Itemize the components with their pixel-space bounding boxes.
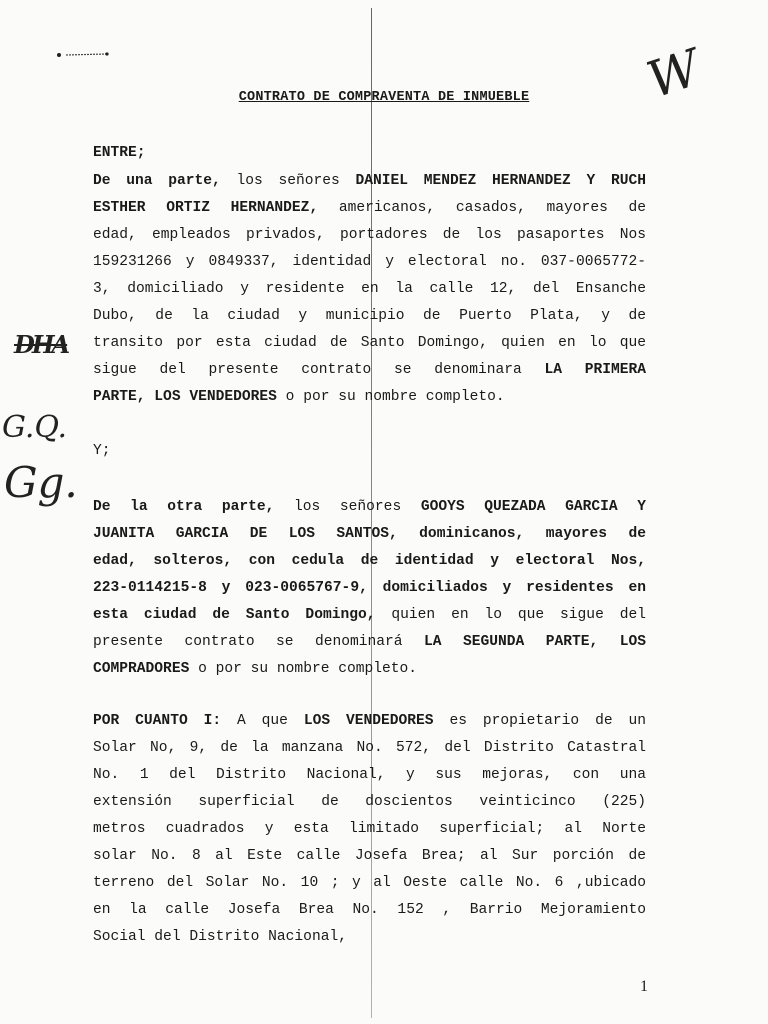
primera-line-4: 159231266 y 0849337, identidad y electoral no. 037-0065772- (93, 254, 646, 270)
y-separator: Y; (93, 443, 111, 459)
segunda-line-6: presente contrato se denominará LA SEGUNDA PARTE, LOS (93, 634, 646, 650)
margin-initials-2: G.Q. (2, 410, 68, 445)
primera-line-2: ESTHER ORTIZ HERNANDEZ, americanos, casados, mayores de (93, 200, 646, 216)
primera-line-3: edad, empleados privados, portadores de los pasaportes Nos (93, 227, 646, 243)
section-y (93, 438, 646, 465)
por-cuanto-line-9: Social del Distrito Nacional, (93, 929, 347, 945)
por-cuanto-line-1: POR CUANTO I: A que LOS VENDEDORES es propietario de un (93, 713, 646, 729)
margin-initials-1: DHA (14, 330, 68, 359)
por-cuanto-line-4: extensión superficial de doscientos veinticinco (225) (93, 794, 646, 810)
primera-line-7: transito por esta ciudad de Santo Domingo, quien en lo que (93, 335, 646, 351)
segunda-line-3: edad, solteros, con cedula de identidad y electoral Nos, (93, 553, 646, 569)
ink-dash-mark (56, 50, 116, 60)
segunda-line-1: De la otra parte, los señores GOOYS QUEZADA GARCIA Y (93, 499, 647, 515)
primera-line-6: Dubo, de la ciudad y municipio de Puerto Plata, y de (93, 308, 646, 324)
por-cuanto-line-5: metros cuadrados y esta limitado superficial; al Norte (93, 821, 646, 837)
segunda-line-2: JUANITA GARCIA DE LOS SANTOS, dominicanos, mayores de (93, 526, 646, 542)
entre-heading: ENTRE; (93, 145, 146, 161)
primera-line-9: PARTE, LOS VENDEDORES o por su nombre completo. (93, 389, 505, 405)
segunda-line-4: 223-0114215-8 y 023-0065767-9, domiciliados y residentes en (93, 580, 646, 596)
handwritten-mark-top-right: W (640, 38, 708, 110)
por-cuanto-line-2: Solar No, 9, de la manzana No. 572, del Distrito Catastral (93, 740, 646, 756)
segunda-line-5: esta ciudad de Santo Domingo, quien en lo que sigue del (93, 607, 646, 623)
por-cuanto-line-7: terreno del Solar No. 10 ; y al Oeste calle No. 6 ,ubicado (93, 875, 646, 891)
page-number: 1 (640, 978, 648, 995)
section-segunda-parte (93, 494, 646, 683)
section-entre (93, 140, 646, 167)
segunda-line-7: COMPRADORES o por su nombre completo. (93, 661, 418, 677)
document-title: CONTRATO DE COMPRAVENTA DE INMUEBLE (238, 90, 530, 105)
margin-initials-3: Gg. (4, 458, 78, 507)
primera-line-5: 3, domiciliado y residente en la calle 12, del Ensanche (93, 281, 646, 297)
section-por-cuanto-1 (93, 708, 646, 951)
section-primera-parte (93, 168, 646, 411)
primera-line-1: De una parte, los señores DANIEL MENDEZ HERNANDEZ Y RUCH (93, 173, 646, 189)
por-cuanto-line-8: en la calle Josefa Brea No. 152 , Barrio Mejoramiento (93, 902, 646, 918)
por-cuanto-line-3: No. 1 del Distrito Nacional, y sus mejoras, con una (93, 767, 646, 783)
primera-line-8: sigue del presente contrato se denominara LA PRIMERA (93, 362, 647, 378)
por-cuanto-line-6: solar No. 8 al Este calle Josefa Brea; al Sur porción de (93, 848, 646, 864)
